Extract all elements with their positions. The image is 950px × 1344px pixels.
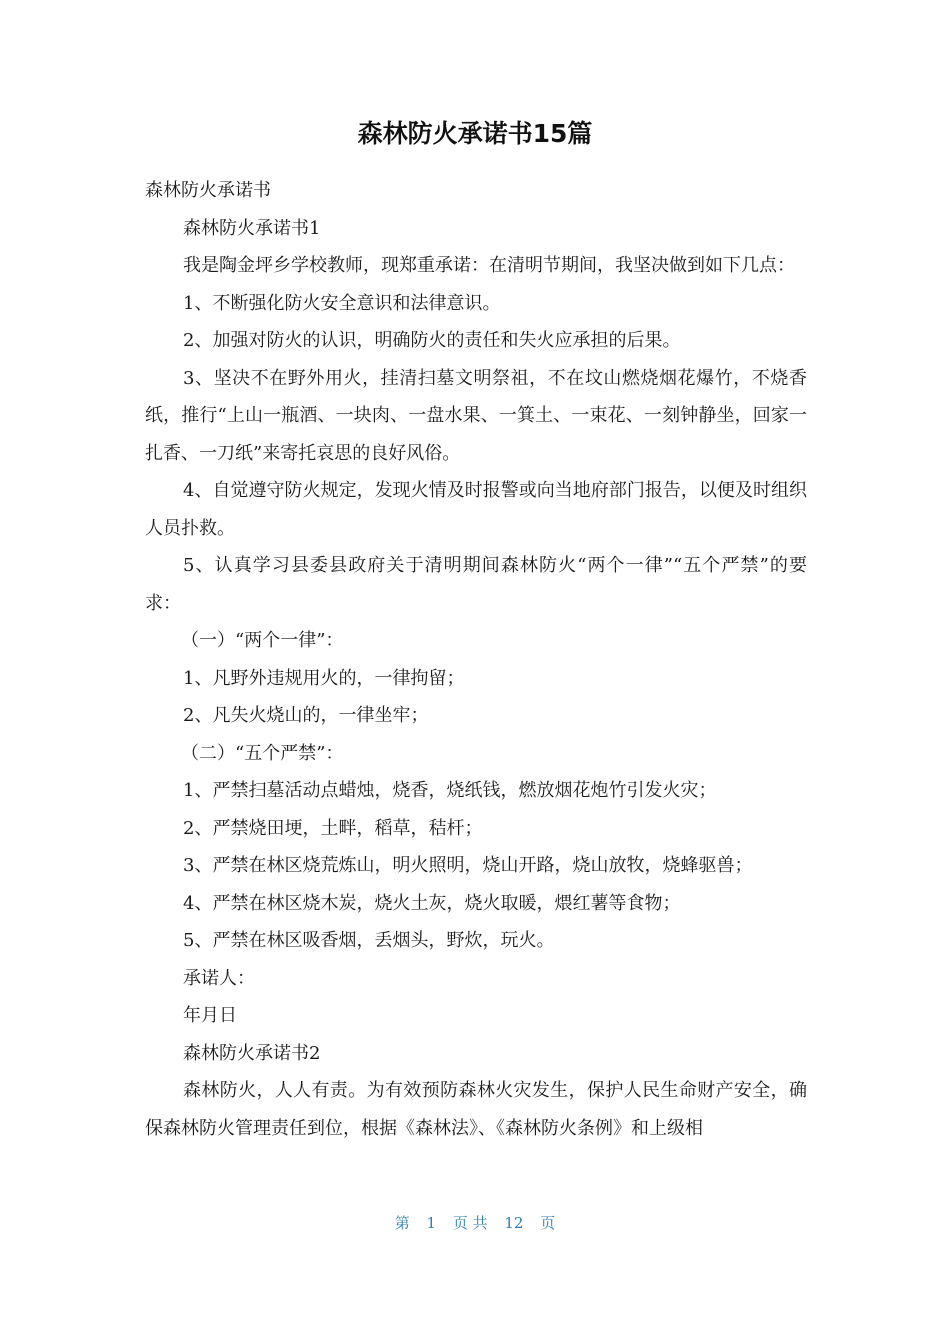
page-footer [0,1210,950,1236]
footer-suffix: 页 [540,1214,556,1232]
list-item: 5、严禁在林区吸香烟，丢烟头，野炊，玩火。 [183,930,555,951]
list-item: 2、凡失火烧山的，一律坐牢； [183,705,429,726]
footer-prefix: 第 [394,1214,410,1232]
list-item: 1、不断强化防火安全意识和法律意识。 [183,292,501,314]
list-item: 4、严禁在林区烧木炭，烧火土灰，烧火取暖，煨红薯等食物； [183,892,681,914]
list-item: 2、严禁烧田埂，土畔，稻草，秸杆； [183,817,483,839]
section-heading: 森林防火承诺书1 [183,217,321,239]
footer-page-number: 1 [426,1214,437,1232]
list-item: 4、自觉遵守防火规定，发现火情及时报警或向当地府部门报告，以便及时组织人员扑救。 [145,480,807,539]
list-item: 5、认真学习县委县政府关于清明期间森林防火“两个一律”“五个严禁”的要求： [145,555,807,614]
date-label: 年月日 [183,1005,237,1026]
section-heading: 森林防火承诺书2 [183,1042,321,1064]
signature-label: 承诺人： [183,967,255,989]
footer-total-pages: 12 [504,1214,524,1232]
paragraph: 森林防火承诺书 [145,180,271,201]
list-item: 2、加强对防火的认识，明确防火的责任和失火应承担的后果。 [183,330,681,351]
list-item: 1、严禁扫墓活动点蜡烛，烧香，烧纸钱，燃放烟花炮竹引发火灾； [183,780,717,801]
list-item: 3、严禁在林区烧荒炼山，明火照明，烧山开路，烧山放牧，烧蜂驱兽； [183,855,753,876]
list-item: 1、凡野外违规用火的，一律拘留； [183,667,465,689]
list-item: 3、坚决不在野外用火，挂清扫墓文明祭祖，不在坟山燃烧烟花爆竹，不烧香纸，推行“上山一瓶酒、一块肉、一盘水果、一箕土、一束花、一刻钟静坐，回家一扎香、一刀纸”来寄托哀思的良好风俗。 [145,367,807,464]
footer-middle: 页 共 [452,1214,488,1232]
paragraph: 我是陶金坪乡学校教师，现郑重承诺：在清明节期间，我坚决做到如下几点： [183,255,795,276]
document-title: 森林防火承诺书15篇 [357,119,593,148]
subheading: （一）“两个一律”： [181,630,344,651]
document-body [145,172,807,1147]
subheading: （二）“五个严禁”： [181,742,344,764]
paragraph: 森林防火，人人有责。为有效预防森林火灾发生，保护人民生命财产安全，确保森林防火管理责任到位，根据《森林法》、《森林防火条例》和上级相 [145,1080,807,1139]
